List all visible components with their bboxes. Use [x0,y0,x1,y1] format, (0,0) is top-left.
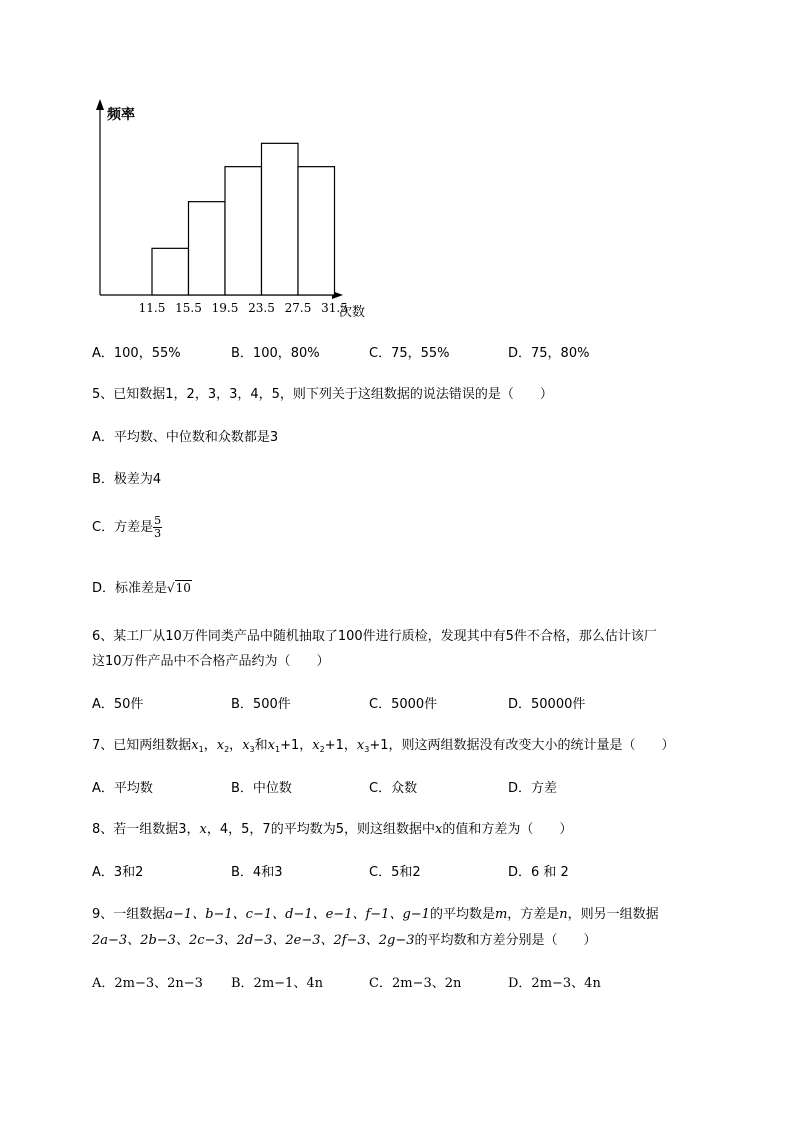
subscript-1: 1 [198,745,204,754]
var-x: x [216,738,225,753]
histogram-bar-3 [225,167,262,295]
q8-suffix: 的值和方差为（ ） [442,822,573,837]
x-tick-label: 31.5 [321,301,348,315]
q5-option-d[interactable] [92,579,192,598]
q6-option-d[interactable]: D．50000件 [508,697,586,712]
q6-option-a[interactable]: A．50件 [92,697,144,712]
q4-option-a[interactable]: A．100，55% [92,346,181,361]
subscript-2: 2 [224,745,230,754]
fraction-five-thirds [153,515,162,540]
separator: ， [203,738,217,753]
var-x: x [312,738,320,753]
plus-one: +1 [324,738,344,753]
sqrt-ten [167,580,192,595]
q9-mid3: ，则另一组数据 [567,907,659,922]
var-x: x [434,822,443,837]
subscript-3: 3 [249,745,255,754]
y-axis-arrow-icon [96,99,104,110]
q9-option-a[interactable]: A．2m−3、2n−3 [92,976,203,991]
q9-prefix: 9、一组数据 [92,907,166,922]
separator: ， [299,738,313,753]
q8-stem [92,821,572,839]
q8-option-c[interactable]: C．5和2 [369,865,421,880]
q8-option-d[interactable]: D．6 和 2 [508,865,569,880]
q7-stem [92,737,675,759]
var-x: x [356,738,365,753]
q7-prefix: 7、已知两组数据 [92,738,192,753]
q9-terms-1: a−1、b−1、c−1、d−1、e−1、f−1、g−1 [165,907,430,922]
separator: ， [229,738,243,753]
q6-option-c[interactable]: C．5000件 [369,697,438,712]
q8-prefix: 8、若一组数据3， [92,822,200,837]
fraction-numerator: 5 [154,514,162,527]
q8-option-a[interactable]: A．3和2 [92,865,144,880]
sqrt-radicand: 10 [175,581,191,595]
var-x: x [242,738,250,753]
q6-stem-line2: 这10万件产品中不合格产品约为（ ） [92,654,330,669]
fraction-denominator: 3 [154,527,162,540]
q6-option-b[interactable]: B．500件 [231,697,291,712]
subscript-3: 3 [364,745,370,754]
var-x: x [267,738,275,753]
q4-option-b[interactable]: B．100，80% [231,346,320,361]
q5-stem: 5、已知数据1，2，3，3，4，5，则下列关于这组数据的说法错误的是（ ） [92,387,553,402]
q9-stem-line1 [92,906,659,924]
subscript-1: 1 [274,745,281,754]
q4-option-d[interactable]: D．75，80% [508,346,590,361]
histogram-bar-1 [152,248,189,295]
var-n: n [559,907,568,922]
q9-mid2: ，方差是 [507,907,560,922]
var-x: x [191,738,199,753]
q5-option-c[interactable] [92,515,162,540]
plus-one: +1 [280,738,300,753]
sqrt-icon: √ [167,581,175,595]
x-tick-label: 11.5 [138,301,166,315]
subscript-2: 2 [319,745,325,754]
q5-option-c-label: C．方差是 [92,520,154,535]
q8-option-b[interactable]: B．4和3 [231,865,283,880]
x-tick-label: 23.5 [248,301,275,315]
separator: ， [343,738,357,753]
q7-option-d[interactable]: D．方差 [508,781,558,796]
histogram-bar-2 [189,202,226,295]
q5-option-b[interactable]: B．极差为4 [92,472,162,487]
y-axis-label: 频率 [107,107,135,123]
frequency-histogram [0,0,794,340]
q9-mid: 的平均数是 [429,907,495,922]
q5-option-d-label: D．标准差是 [92,581,168,596]
q7-suffix: ，则这两组数据没有改变大小的统计量是（ ） [388,738,675,753]
var-x: x [199,822,207,837]
q5-option-a[interactable]: A．平均数、中位数和众数都是3 [92,430,279,445]
q7-option-c[interactable]: C．众数 [369,781,418,796]
q8-middle: ，4，5，7的平均数为5，则这组数据中 [206,822,435,837]
q9-option-d[interactable]: D．2m−3、4n [508,976,601,991]
histogram-bar-4 [262,143,299,295]
conjunction: 和 [254,738,268,753]
q6-stem-line1: 6、某工厂从10万件同类产品中随机抽取了100件进行质检，发现其中有5件不合格，那么估计该厂 [92,629,657,644]
x-tick-label: 27.5 [284,301,312,315]
q9-suffix: 的平均数和方差分别是（ ） [414,933,597,948]
q9-option-c[interactable]: C．2m−3、2n [369,976,462,991]
q7-option-a[interactable]: A．平均数 [92,781,153,796]
q4-option-c[interactable]: C．75，55% [369,346,450,361]
q7-option-b[interactable]: B．中位数 [231,781,292,796]
plus-one: +1 [369,738,389,753]
var-m: m [494,907,508,922]
histogram-bar-5 [298,167,335,295]
q9-option-b[interactable]: B．2m−1、4n [231,976,323,991]
q9-terms-2: 2a−3、2b−3、2c−3、2d−3、2e−3、2f−3、2g−3 [92,933,415,948]
x-tick-label: 19.5 [211,301,239,315]
x-tick-label: 15.5 [175,301,202,315]
x-axis-label: 次数 [339,305,366,320]
q9-stem-line2 [92,932,597,950]
